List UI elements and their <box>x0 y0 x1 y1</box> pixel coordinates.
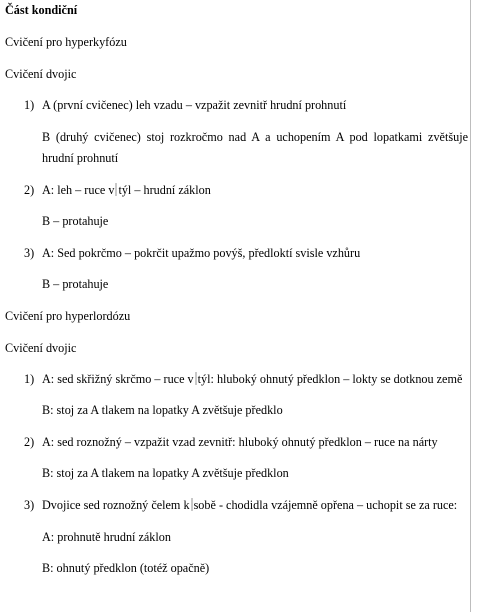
s1-item1-a: A (první cvičenec) leh vzadu – vzpažit zevnitř hrudní prohnutí <box>42 98 347 112</box>
text-marker <box>195 372 197 385</box>
s2-item3-a-part2: sobě - chodidla vzájemně opřena – uchopit se za ruce: <box>193 498 458 512</box>
section1-subtitle: Cvičení dvojic <box>5 67 77 81</box>
s2-item3-b: A: prohnutě hrudní záklon <box>42 530 171 544</box>
s2-item2-a: A: sed roznožný – vzpažit vzad zevnitř: hluboký ohnutý předklon – ruce na nárty <box>42 435 438 449</box>
s2-item3-c: B: ohnutý předklon (totéž opačně) <box>42 561 210 575</box>
s2-item1-b: B: stoj za A tlakem na lopatky A zvětšuje předklo <box>42 403 283 417</box>
s1-item1-number: 1) <box>24 98 35 112</box>
section-heading: Část kondiční <box>5 3 78 17</box>
section2-subtitle: Cvičení dvojic <box>5 341 77 355</box>
s2-item3-number: 3) <box>24 498 35 512</box>
s2-item3-a <box>42 498 457 512</box>
s1-item2-a <box>42 183 211 197</box>
s2-item1-a <box>42 372 462 386</box>
s1-item2-a-part1: A: leh – ruce v <box>42 183 115 197</box>
s1-item1-b-line1: B (druhý cvičenec) stoj rozkročmo nad A a uchopením A pod lopatkami zvětšuje <box>42 130 468 144</box>
s1-item3-number: 3) <box>24 246 35 260</box>
section1-title: Cvičení pro hyperkyfózu <box>5 35 127 49</box>
s1-item3-b: B – protahuje <box>42 277 109 291</box>
s2-item1-a-part2: týl: hluboký ohnutý předklon – lokty se dotknou země <box>197 372 463 386</box>
s1-item3-a: A: Sed pokrčmo – pokrčit upažmo povýš, předloktí svisle vzhůru <box>42 246 361 260</box>
s2-item1-a-part1: A: sed skřižný skrčmo – ruce v <box>42 372 194 386</box>
s2-item2-number: 2) <box>24 435 35 449</box>
s1-item2-a-part2: týl – hrudní záklon <box>118 183 211 197</box>
s1-item2-number: 2) <box>24 183 35 197</box>
text-marker <box>191 498 193 511</box>
s1-item2-b: B – protahuje <box>42 214 109 228</box>
s2-item3-a-part1: Dvojice sed roznožný čelem k <box>42 498 190 512</box>
s1-item1-b-line2: hrudní prohnutí <box>42 151 119 165</box>
s2-item1-number: 1) <box>24 372 35 386</box>
section2-title: Cvičení pro hyperlordózu <box>5 309 131 323</box>
s2-item2-b: B: stoj za A tlakem na lopatky A zvětšuje předklon <box>42 466 289 480</box>
